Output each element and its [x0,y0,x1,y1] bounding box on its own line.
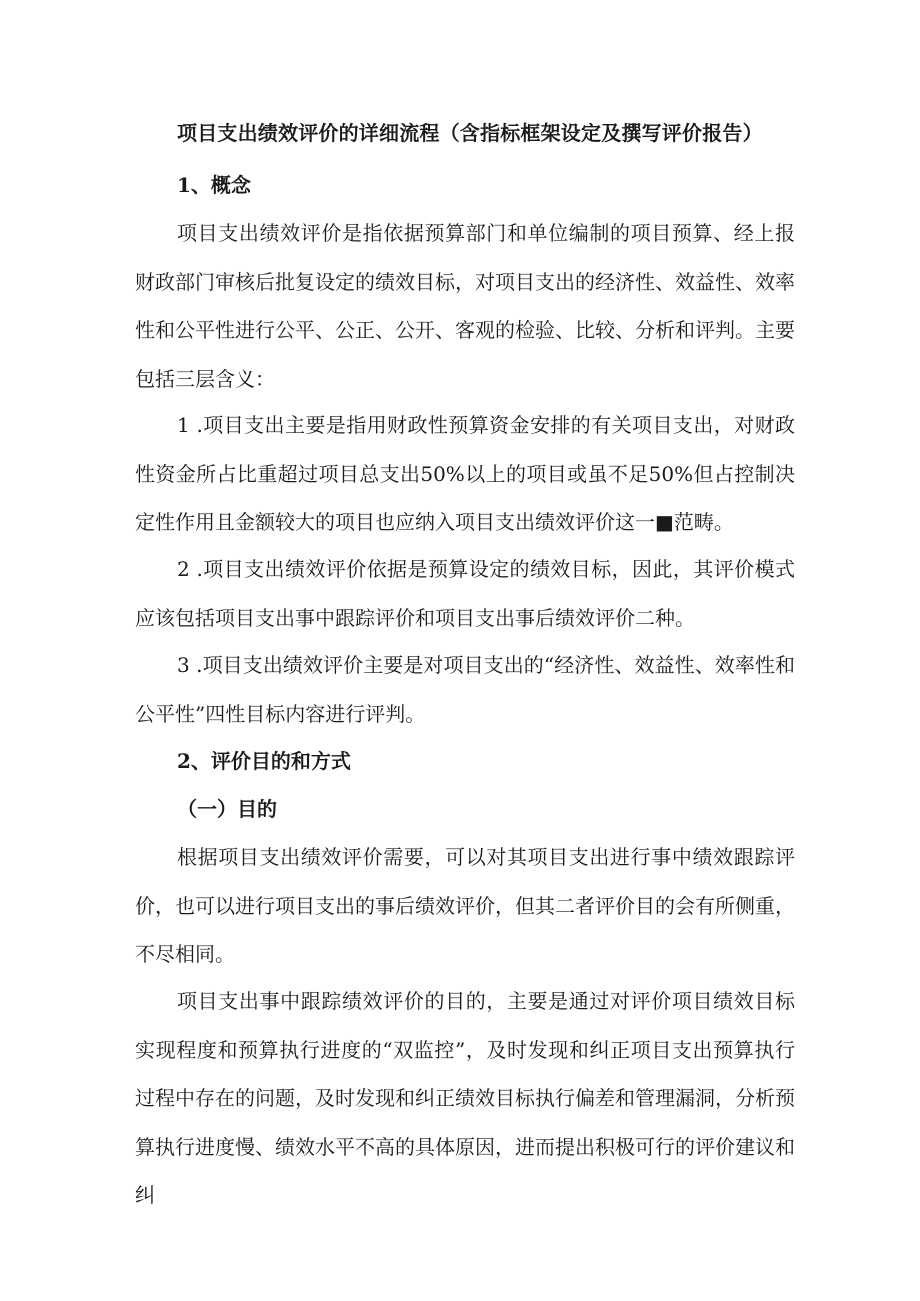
subheading-purpose: （一）目的 [177,797,277,821]
document-title: 项目支出绩效评价的详细流程（含指标框架设定及撰写评价报告） [177,121,763,145]
paragraph-point-2: 2 .项目支出绩效评价依据是预算设定的绩效目标，因此，其评价模式应该包括项目支出事中跟踪评价和项目支出事后绩效评价二种。 [135,557,795,630]
paragraph-point-1: 1 .项目支出主要是指用财政性预算资金安排的有关项目支出，对财政性资金所占比重超过项目总支出50%以上的项目或虽不足50%但占控制决定性作用且金额较大的项目也应纳入项目支出绩效评价这一■范畴。 [135,413,795,534]
paragraph-point-3: 3 .项目支出绩效评价主要是对项目支出的“经济性、效益性、效率性和公平性”四性目标内容进行评判。 [135,653,795,726]
section-heading-concept: 1、概念 [177,173,251,197]
paragraph-concept-intro: 项目支出绩效评价是指依据预算部门和单位编制的项目预算、经上报财政部门审核后批复设定的绩效目标，对项目支出的经济性、效益性、效率性和公平性进行公平、公正、公开、客观的检验、比较、分析和评判。主要包括三层含义： [135,221,795,391]
paragraph-purpose-2: 项目支出事中跟踪绩效评价的目的，主要是通过对评价项目绩效目标实现程度和预算执行进度的“双监控”，及时发现和纠正项目支出预算执行过程中存在的问题，及时发现和纠正绩效目标执行偏差和管理漏洞，分析预算执行进度慢、绩效水平不高的具体原因，进而提出积极可行的评价建议和纠 [135,989,795,1207]
paragraph-purpose-1: 根据项目支出绩效评价需要，可以对其项目支出进行事中绩效跟踪评价，也可以进行项目支出的事后绩效评价，但其二者评价目的会有所侧重，不尽相同。 [135,845,795,966]
section-heading-purpose-method: 2、评价目的和方式 [177,749,351,773]
